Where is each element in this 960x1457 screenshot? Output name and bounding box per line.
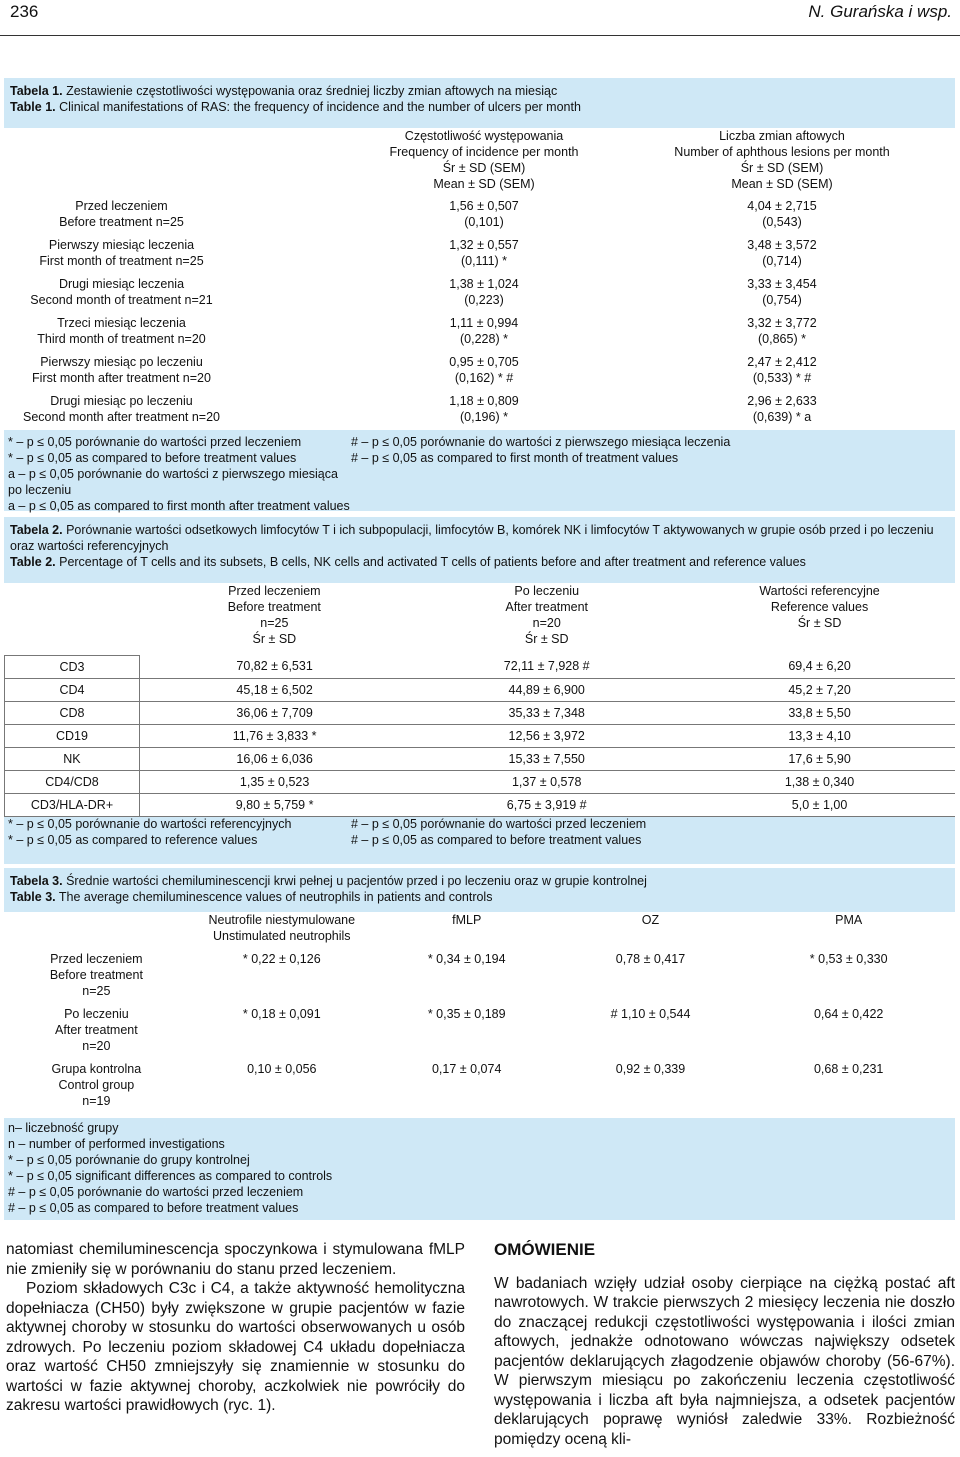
value-cell: 1,37 ± 0,578 xyxy=(409,770,684,793)
body-right-column xyxy=(494,1240,955,1449)
table1-label-pl: Tabela 1. xyxy=(10,84,63,98)
body-paragraph: natomiast chemiluminescencja spoczynkowa i stymulowana fMLP nie zmieniły się w porównaniu do stanu przed leczeniem. xyxy=(6,1241,465,1278)
header-line: Liczba zmian aftowych xyxy=(719,129,845,143)
table1-col-header xyxy=(609,128,955,192)
value-cell xyxy=(609,308,955,347)
value-cell xyxy=(359,386,609,425)
row-label-cell: CD3/HLA-DR+ xyxy=(5,793,140,816)
table3-col-header xyxy=(189,912,375,944)
value-cell xyxy=(359,308,609,347)
value-cell: 12,56 ± 3,972 xyxy=(409,724,684,747)
table3-corner-cell xyxy=(4,912,189,944)
footnote: n – number of performed investigations xyxy=(8,1137,225,1151)
header-line: Number of aphthous lesions per month xyxy=(674,145,890,159)
value-cell: 0,78 ± 0,417 xyxy=(615,952,686,966)
header-line: Mean ± SD (SEM) xyxy=(433,177,535,191)
row-label-cell: CD4 xyxy=(5,678,140,701)
row-label: Po leczeniu xyxy=(64,1007,129,1021)
table3-col-header xyxy=(742,912,955,944)
footnote-line xyxy=(4,498,955,514)
row-label-cell xyxy=(4,269,359,308)
table2-notes xyxy=(4,816,955,848)
row-label-cell xyxy=(4,999,189,1054)
row-label: Control group xyxy=(58,1078,135,1092)
value: 1,56 ± 0,507 xyxy=(449,199,519,213)
row-label: Przed leczeniem xyxy=(75,199,168,213)
value-cell: 13,3 ± 4,10 xyxy=(684,724,955,747)
value-cell: 6,75 ± 3,919 # xyxy=(409,793,684,816)
table1-header-row xyxy=(4,128,955,192)
footnote: * – p ≤ 0,05 as compared to reference values xyxy=(8,833,258,847)
value-cell: 35,33 ± 7,348 xyxy=(409,701,684,724)
table-row xyxy=(4,1054,955,1109)
table1-col-header xyxy=(359,128,609,192)
header-line: OZ xyxy=(641,913,660,927)
value: 3,48 ± 3,572 xyxy=(747,238,817,252)
header-line: Frequency of incidence per month xyxy=(389,145,579,159)
footnote-line xyxy=(4,466,955,498)
body-left-column xyxy=(6,1240,465,1416)
table-row xyxy=(4,269,955,308)
value-cell xyxy=(609,269,955,308)
row-label: Pierwszy miesiąc leczenia xyxy=(48,238,195,252)
table3 xyxy=(4,912,955,1118)
footnote-line xyxy=(4,450,955,466)
footnote: # – p ≤ 0,05 as compared to before treatment values xyxy=(351,833,642,847)
table-row xyxy=(5,770,956,793)
row-label: First month of treatment n=25 xyxy=(39,254,204,268)
footnote: n– liczebność grupy xyxy=(8,1121,119,1135)
value-cell xyxy=(609,230,955,269)
value: (0,223) xyxy=(464,293,504,307)
table2-label-pl: Tabela 2. xyxy=(10,523,63,537)
value: (0,196) * xyxy=(460,410,508,424)
row-label: Przed leczeniem xyxy=(50,952,143,966)
header-line: Neutrofile niestymulowane xyxy=(208,913,356,927)
value: 1,38 ± 1,024 xyxy=(449,277,519,291)
row-label: After treatment xyxy=(55,1023,138,1037)
table-row xyxy=(5,678,956,701)
value: 4,04 ± 2,715 xyxy=(747,199,817,213)
footnote: # – p ≤ 0,05 porównanie do wartości z pierwszego miesiąca leczenia xyxy=(351,435,731,449)
header-line: Śr ± SD (SEM) xyxy=(442,161,526,175)
footnote-line xyxy=(4,434,955,450)
value-cell xyxy=(359,230,609,269)
footnote: # – p ≤ 0,05 as compared to before treatment values xyxy=(8,1201,299,1215)
value-cell: * 0,18 ± 0,091 xyxy=(242,1007,321,1021)
footnote: * – p ≤ 0,05 porównanie do wartości referencyjnych xyxy=(8,817,292,831)
header-line: Before treatment xyxy=(227,600,321,614)
table-row xyxy=(5,793,956,816)
value-cell: 15,33 ± 7,550 xyxy=(409,747,684,770)
section-heading: OMÓWIENIE xyxy=(494,1240,596,1259)
value-cell: 0,64 ± 0,422 xyxy=(813,1007,884,1021)
footnote: a – p ≤ 0,05 as compared to first month after treatment values xyxy=(8,499,350,513)
table3-label-en: Table 3. xyxy=(10,890,56,904)
table-row xyxy=(4,347,955,386)
header-rule xyxy=(0,35,960,36)
row-label-cell: CD3 xyxy=(5,655,140,678)
header-line: n=25 xyxy=(260,616,289,630)
footnote-line xyxy=(4,832,955,848)
value: 1,32 ± 0,557 xyxy=(449,238,519,252)
table1-title-pl: Zestawienie częstotliwości występowania oraz średniej liczby zmian aftowych na miesiąc xyxy=(66,84,558,98)
row-label-cell xyxy=(4,1054,189,1109)
header-line: Śr ± SD (SEM) xyxy=(740,161,824,175)
footnote: a – p ≤ 0,05 porównanie do wartości z pierwszego miesiąca po leczeniu xyxy=(8,467,338,497)
header-line: Śr ± SD xyxy=(797,616,842,630)
value: 2,47 ± 2,412 xyxy=(747,355,817,369)
footnote: * – p ≤ 0,05 porównanie do wartości przed leczeniem xyxy=(8,435,302,449)
table2-col-header xyxy=(684,583,955,655)
header-line: PMA xyxy=(835,913,863,927)
header-line: n=20 xyxy=(532,616,561,630)
header-line: Unstimulated neutrophils xyxy=(212,929,351,943)
row-label-cell xyxy=(4,308,359,347)
table2-title-en: Percentage of T cells and its subsets, B cells, NK cells and activated T cells of patients before and after treatment and reference values xyxy=(59,555,806,569)
value: 1,18 ± 0,809 xyxy=(449,394,519,408)
value-cell: 9,80 ± 5,759 * xyxy=(139,793,409,816)
value: 0,95 ± 0,705 xyxy=(449,355,519,369)
value: (0,639) * a xyxy=(752,410,812,424)
table2-col-header xyxy=(139,583,409,655)
footnote: # – p ≤ 0,05 as compared to first month of treatment values xyxy=(351,451,679,465)
value: 3,32 ± 3,772 xyxy=(747,316,817,330)
table1-title-en: Clinical manifestations of RAS: the frequency of incidence and the number of ulcers per month xyxy=(59,100,581,114)
row-label: Drugi miesiąc po leczeniu xyxy=(50,394,193,408)
table1-label-en: Table 1. xyxy=(10,100,56,114)
table2-title-pl: Porównanie wartości odsetkowych limfocytów T i ich subpopulacji, limfocytów B, komórek NK i limfocytów T aktywowanych w grupie osób przed i po leczeniu oraz wartości referencyjnych xyxy=(10,523,934,553)
value-cell: 11,76 ± 3,833 * xyxy=(139,724,409,747)
value-cell: 45,18 ± 6,502 xyxy=(139,678,409,701)
header-line: Śr ± SD xyxy=(524,632,569,646)
table-row xyxy=(4,192,955,230)
row-label: n=19 xyxy=(82,1094,111,1108)
value: (0,865) * xyxy=(758,332,806,346)
table3-label-pl: Tabela 3. xyxy=(10,874,63,888)
table-row xyxy=(5,655,956,678)
row-label: Before treatment xyxy=(49,968,143,982)
table1 xyxy=(4,128,955,430)
row-label: Second month after treatment n=20 xyxy=(23,410,220,424)
footnote: * – p ≤ 0,05 porównanie do grupy kontrolnej xyxy=(8,1153,250,1167)
row-label: Grupa kontrolna xyxy=(51,1062,142,1076)
value-cell: * 0,22 ± 0,126 xyxy=(242,952,321,966)
table3-header-row xyxy=(4,912,955,944)
header-line: Reference values xyxy=(770,600,869,614)
value: (0,111) * xyxy=(460,254,508,268)
table-row xyxy=(4,230,955,269)
header-line: After treatment xyxy=(505,600,589,614)
table2-col-header xyxy=(409,583,684,655)
value-cell xyxy=(609,386,955,425)
row-label: Pierwszy miesiąc po leczeniu xyxy=(40,355,203,369)
row-label: First month after treatment n=20 xyxy=(32,371,211,385)
table1-corner-cell xyxy=(4,128,359,192)
row-label: Third month of treatment n=20 xyxy=(37,332,206,346)
table3-caption xyxy=(4,868,955,905)
value-cell: 5,0 ± 1,00 xyxy=(684,793,955,816)
table-row xyxy=(5,747,956,770)
table-row xyxy=(5,724,956,747)
row-label-cell xyxy=(4,944,189,999)
row-label: Drugi miesiąc leczenia xyxy=(58,277,185,291)
value-cell xyxy=(609,192,955,230)
value-cell: # 1,10 ± 0,544 xyxy=(610,1007,691,1021)
row-label-cell: CD8 xyxy=(5,701,140,724)
footnote-line xyxy=(4,816,955,832)
value-cell: * 0,34 ± 0,194 xyxy=(427,952,506,966)
table-row xyxy=(4,386,955,425)
value: (0,162) * # xyxy=(454,371,514,385)
value: 2,96 ± 2,633 xyxy=(747,394,817,408)
value: (0,543) xyxy=(762,215,802,229)
table3-col-header xyxy=(375,912,559,944)
table-row xyxy=(5,701,956,724)
header-line: fMLP xyxy=(452,913,482,927)
page-number: 236 xyxy=(10,2,39,21)
value-cell: 17,6 ± 5,90 xyxy=(684,747,955,770)
table2-header-row xyxy=(5,583,956,655)
row-label-cell xyxy=(4,347,359,386)
table3-notes xyxy=(4,1120,955,1216)
row-label-cell xyxy=(4,230,359,269)
value-cell: * 0,53 ± 0,330 xyxy=(809,952,888,966)
value-cell xyxy=(359,269,609,308)
row-label: Second month of treatment n=21 xyxy=(30,293,213,307)
table1-notes xyxy=(4,434,955,514)
value-cell: 33,8 ± 5,50 xyxy=(684,701,955,724)
value-cell: 1,38 ± 0,340 xyxy=(684,770,955,793)
table3-title-en: The average chemiluminescence values of neutrophils in patients and controls xyxy=(58,890,493,904)
row-label: Trzeci miesiąc leczenia xyxy=(57,316,186,330)
body-paragraph: W badaniach wzięły udział osoby cierpiące na ciężką postać aft nawrotowych. W trakcie pierwszych 2 miesięcy leczenia nie doszło do znaczącej redukcji częstotliwości występowania i ilości zmian aftowych, jednakże odnotowano wówczas największy odsetek pacjentów deklarujących złagodzenie objawów choroby (56-67%). W pierwszym miesiącu po zakończeniu leczenia częstotliwość występowania i liczba aft była najmniejsza, a odsetek pacjentów deklarujących poprawę wyniósł zaledwie 33%. Rozbieżność pomiędzy oceną kli- xyxy=(494,1274,955,1448)
value-cell: 36,06 ± 7,709 xyxy=(139,701,409,724)
footnote: # – p ≤ 0,05 porównanie do wartości przed leczeniem xyxy=(351,817,647,831)
value: 3,33 ± 3,454 xyxy=(747,277,817,291)
value: (0,228) * xyxy=(460,332,508,346)
value-cell: 16,06 ± 6,036 xyxy=(139,747,409,770)
row-label: n=20 xyxy=(82,1039,111,1053)
value: (0,754) xyxy=(762,293,802,307)
value-cell: 0,92 ± 0,339 xyxy=(615,1062,686,1076)
table-row xyxy=(4,944,955,999)
value-cell: 0,17 ± 0,074 xyxy=(431,1062,502,1076)
table-row xyxy=(4,999,955,1054)
page-header xyxy=(0,0,960,38)
value: 1,11 ± 0,994 xyxy=(449,316,519,330)
value-cell xyxy=(359,347,609,386)
row-label-cell xyxy=(4,192,359,230)
table2-caption xyxy=(4,517,955,570)
value-cell: 69,4 ± 6,20 xyxy=(684,655,955,678)
value: (0,533) * # xyxy=(752,371,812,385)
value: (0,101) xyxy=(464,215,504,229)
value-cell: 44,89 ± 6,900 xyxy=(409,678,684,701)
row-label: n=25 xyxy=(82,984,111,998)
header-line: Przed leczeniem xyxy=(228,584,321,598)
row-label: Before treatment n=25 xyxy=(59,215,184,229)
table2-corner-cell xyxy=(5,583,140,655)
value-cell: 0,10 ± 0,056 xyxy=(247,1062,317,1076)
table3-title-pl: Średnie wartości chemiluminescencji krwi pełnej u pacjentów przed i po leczeniu oraz w grupie kontrolnej xyxy=(66,874,647,888)
value-cell: 45,2 ± 7,20 xyxy=(684,678,955,701)
value-cell: 72,11 ± 7,928 # xyxy=(409,655,684,678)
footnote: # – p ≤ 0,05 porównanie do wartości przed leczeniem xyxy=(8,1185,304,1199)
header-line: Częstotliwość występowania xyxy=(404,129,564,143)
footnote: * – p ≤ 0,05 significant differences as compared to controls xyxy=(8,1169,333,1183)
value-cell: 70,82 ± 6,531 xyxy=(139,655,409,678)
header-line: Po leczeniu xyxy=(514,584,580,598)
running-head-authors: N. Gurańska i wsp. xyxy=(808,2,952,21)
table-row xyxy=(4,308,955,347)
value: (0,714) xyxy=(762,254,802,268)
footnote: * – p ≤ 0,05 as compared to before treatment values xyxy=(8,451,297,465)
table2 xyxy=(4,583,955,817)
row-label-cell: CD19 xyxy=(5,724,140,747)
row-label-cell: CD4/CD8 xyxy=(5,770,140,793)
value-cell xyxy=(609,347,955,386)
header-line: Mean ± SD (SEM) xyxy=(731,177,833,191)
table2-label-en: Table 2. xyxy=(10,555,56,569)
value-cell: 0,68 ± 0,231 xyxy=(813,1062,884,1076)
table3-col-header xyxy=(559,912,743,944)
row-label-cell: NK xyxy=(5,747,140,770)
body-paragraph: Poziom składowych C3c i C4, a także aktywność hemolityczna dopełniacza (CH50) były zwiększone w grupie pacjentów w fazie aktywnej choroby w stosunku do wartości obserwowanych u osób zdrowych. Po leczeniu poziom składowej C4 układu dopełniacza oraz wartość CH50 zmniejszyły się znamiennie w stosunku do wartości w fazie aktywnej choroby, aczkolwiek nie powróciły do zakresu wartości prawidłowych (ryc. 1). xyxy=(6,1280,465,1414)
row-label-cell xyxy=(4,386,359,425)
header-line: Wartości referencyjne xyxy=(759,584,880,598)
table1-caption xyxy=(4,78,955,115)
value-cell: 1,35 ± 0,523 xyxy=(139,770,409,793)
value-cell: * 0,35 ± 0,189 xyxy=(427,1007,506,1021)
value-cell xyxy=(359,192,609,230)
header-line: Śr ± SD xyxy=(252,632,297,646)
